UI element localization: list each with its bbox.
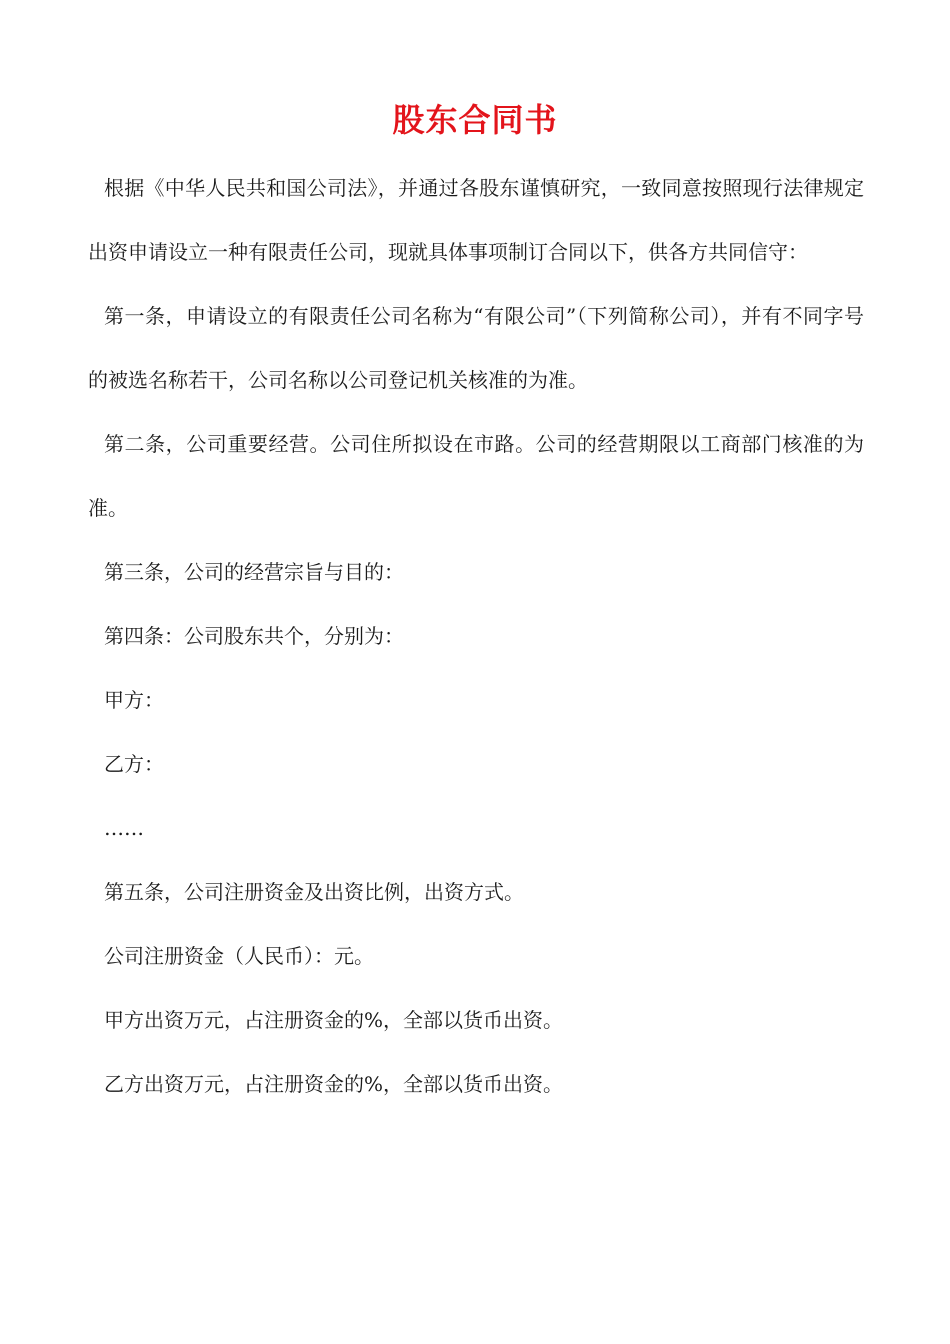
paragraph-party-b-contribution: 乙方出资万元，占注册资金的%，全部以货币出资。 [104, 1072, 564, 1096]
paragraph-article-4: 第四条：公司股东共个，分别为： [104, 624, 404, 648]
paragraph-article-5: 第五条，公司注册资金及出资比例，出资方式。 [104, 880, 524, 904]
paragraph-ellipsis: …… [104, 816, 144, 840]
document-body [88, 156, 864, 1116]
paragraph-party-b: 乙方： [104, 752, 164, 776]
document-title: 股东合同书 [392, 101, 558, 139]
paragraph-registered-capital: 公司注册资金（人民币）：元。 [104, 944, 374, 968]
paragraph-party-a: 甲方： [104, 688, 164, 712]
paragraph-article-1: 第一条，申请设立的有限责任公司名称为“有限公司”（下列简称公司），并有不同字号的被选名称若干，公司名称以公司登记机关核准的为准。 [88, 304, 864, 392]
paragraph-intro: 根据《中华人民共和国公司法》，并通过各股东谨慎研究，一致同意按照现行法律规定出资申请设立一种有限责任公司，现就具体事项制订合同以下，供各方共同信守： [88, 176, 864, 264]
paragraph-article-2: 第二条，公司重要经营。公司住所拟设在市路。公司的经营期限以工商部门核准的为准。 [88, 432, 864, 520]
paragraph-article-3: 第三条，公司的经营宗旨与目的： [104, 560, 404, 584]
paragraph-party-a-contribution: 甲方出资万元，占注册资金的%，全部以货币出资。 [104, 1008, 564, 1032]
